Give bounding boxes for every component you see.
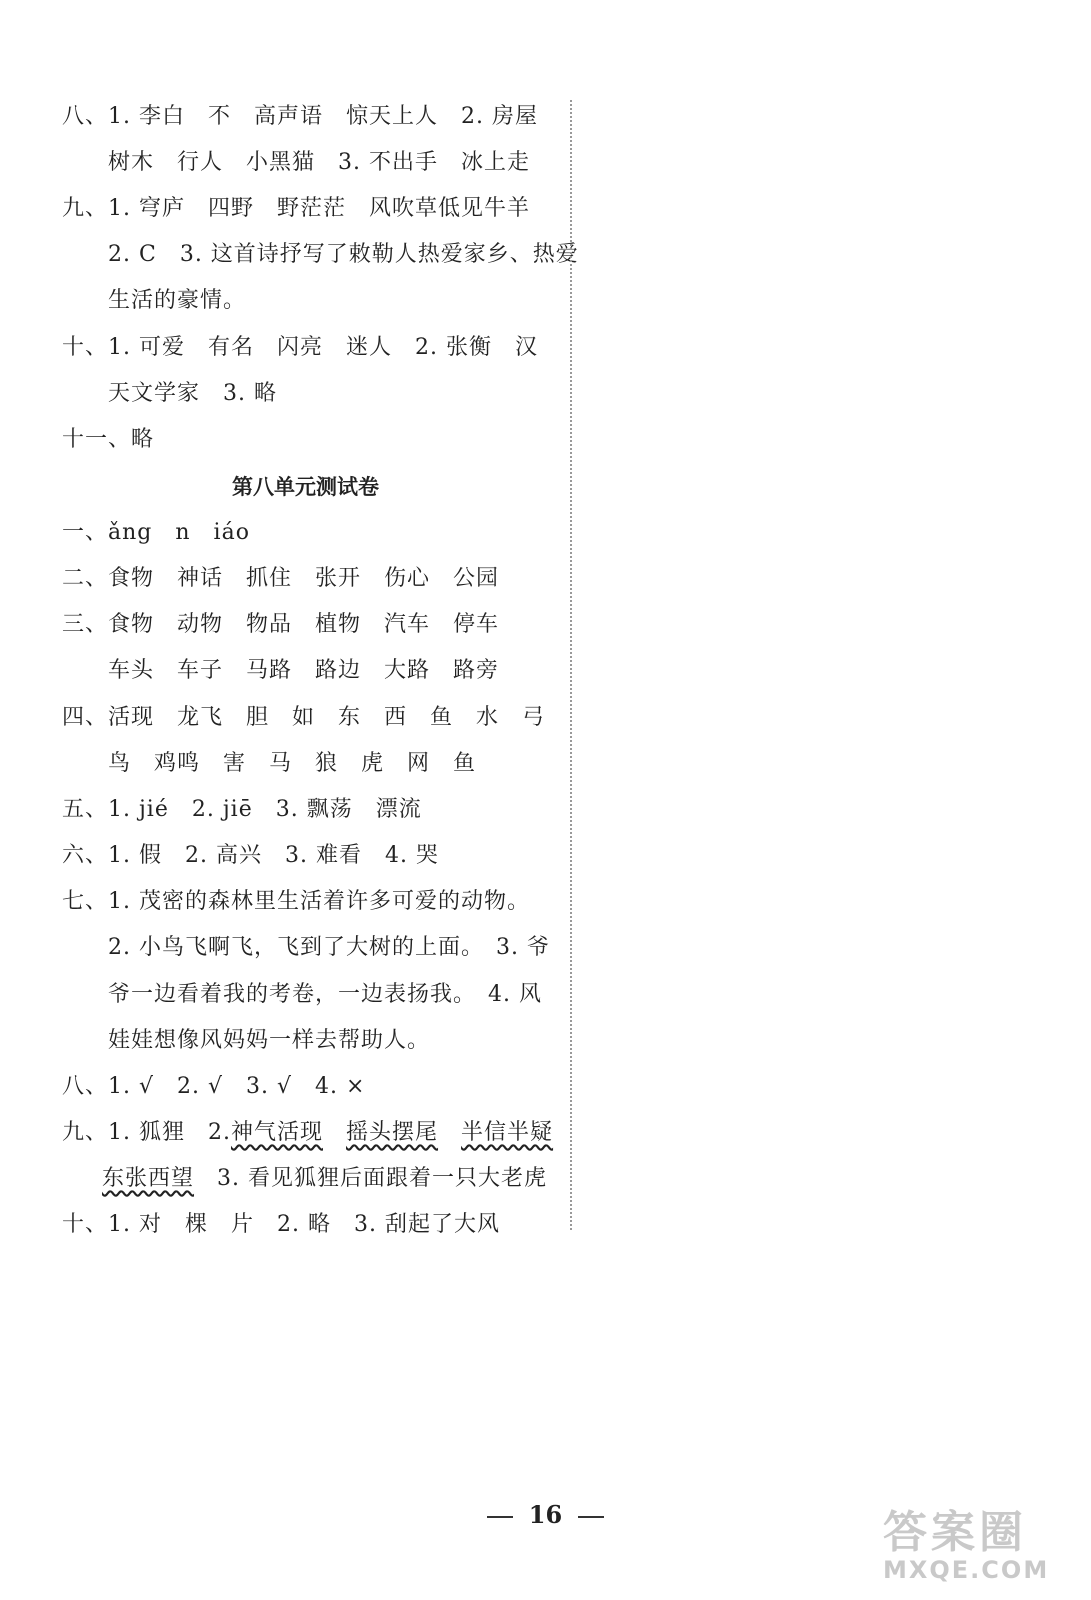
answer-line: 娃娃想像风妈妈一样去帮助人。 bbox=[108, 1028, 431, 1053]
answer-line: 五、1. jié 2. jiē 3. 飘荡 漂流 bbox=[62, 797, 422, 822]
column-divider bbox=[570, 100, 572, 1230]
underlined-answer: 摇头摆尾 bbox=[346, 1120, 439, 1145]
watermark-url: MXQE.COM bbox=[883, 1556, 1050, 1584]
answer-line: 四、活现 龙飞 胆 如 东 西 鱼 水 弓 bbox=[62, 705, 546, 730]
answer-line: 树木 行人 小黑猫 3. 不出手 冰上走 bbox=[108, 150, 530, 175]
dash-right bbox=[578, 1516, 604, 1518]
answer-line bbox=[62, 1118, 553, 1148]
answer-line: 八、1. √ 2. √ 3. √ 4. × bbox=[62, 1074, 366, 1099]
answer-line: 八、1. 李白 不 高声语 惊天上人 2. 房屋 bbox=[62, 104, 538, 129]
answer-line: 二、食物 神话 抓住 张开 伤心 公园 bbox=[62, 566, 500, 591]
answer-line: 车头 车子 马路 路边 大路 路旁 bbox=[108, 658, 500, 683]
answer-line bbox=[102, 1164, 547, 1194]
answer-line: 天文学家 3. 略 bbox=[108, 381, 277, 406]
answer-line: 2. C 3. 这首诗抒写了敕勒人热爱家乡、热爱 bbox=[108, 242, 579, 267]
answer-line: 鸟 鸡鸣 害 马 狼 虎 网 鱼 bbox=[108, 751, 477, 776]
answer-line: 十、1. 对 棵 片 2. 略 3. 刮起了大风 bbox=[62, 1212, 500, 1237]
watermark-logo bbox=[883, 1496, 1073, 1586]
answer-line: 三、食物 动物 物品 植物 汽车 停车 bbox=[62, 612, 500, 637]
answer-line: 七、1. 茂密的森林里生活着许多可爱的动物。 bbox=[62, 889, 530, 914]
underlined-answer: 神气活现 bbox=[230, 1120, 323, 1145]
page-number-text: 16 bbox=[528, 1500, 563, 1529]
underlined-answer: 半信半疑 bbox=[461, 1120, 554, 1145]
section-heading: 第八单元测试卷 bbox=[232, 474, 379, 499]
underlined-answer: 东张西望 bbox=[102, 1166, 195, 1191]
answer-text: 九、1. 狐狸 2. bbox=[62, 1120, 231, 1145]
answer-line: 爷一边看着我的考卷，一边表扬我。 4. 风 bbox=[108, 982, 542, 1007]
answer-line: 九、1. 穹庐 四野 野茫茫 风吹草低见牛羊 bbox=[62, 196, 530, 221]
watermark-title: 答案圈 bbox=[883, 1507, 1027, 1558]
answer-line: 六、1. 假 2. 高兴 3. 难看 4. 哭 bbox=[62, 843, 439, 868]
dash-left bbox=[487, 1516, 513, 1518]
answer-line: 十、1. 可爱 有名 闪亮 迷人 2. 张衡 汉 bbox=[62, 335, 538, 360]
answer-text: 3. 看见狐狸后面跟着一只大老虎 bbox=[194, 1166, 548, 1191]
answer-line: 生活的豪情。 bbox=[108, 288, 247, 313]
answer-line: 2. 小鸟飞啊飞，飞到了大树的上面。 3. 爷 bbox=[108, 935, 550, 960]
answer-line: 一、ǎng n iáo bbox=[62, 520, 250, 545]
answer-line: 十一、略 bbox=[62, 427, 155, 452]
